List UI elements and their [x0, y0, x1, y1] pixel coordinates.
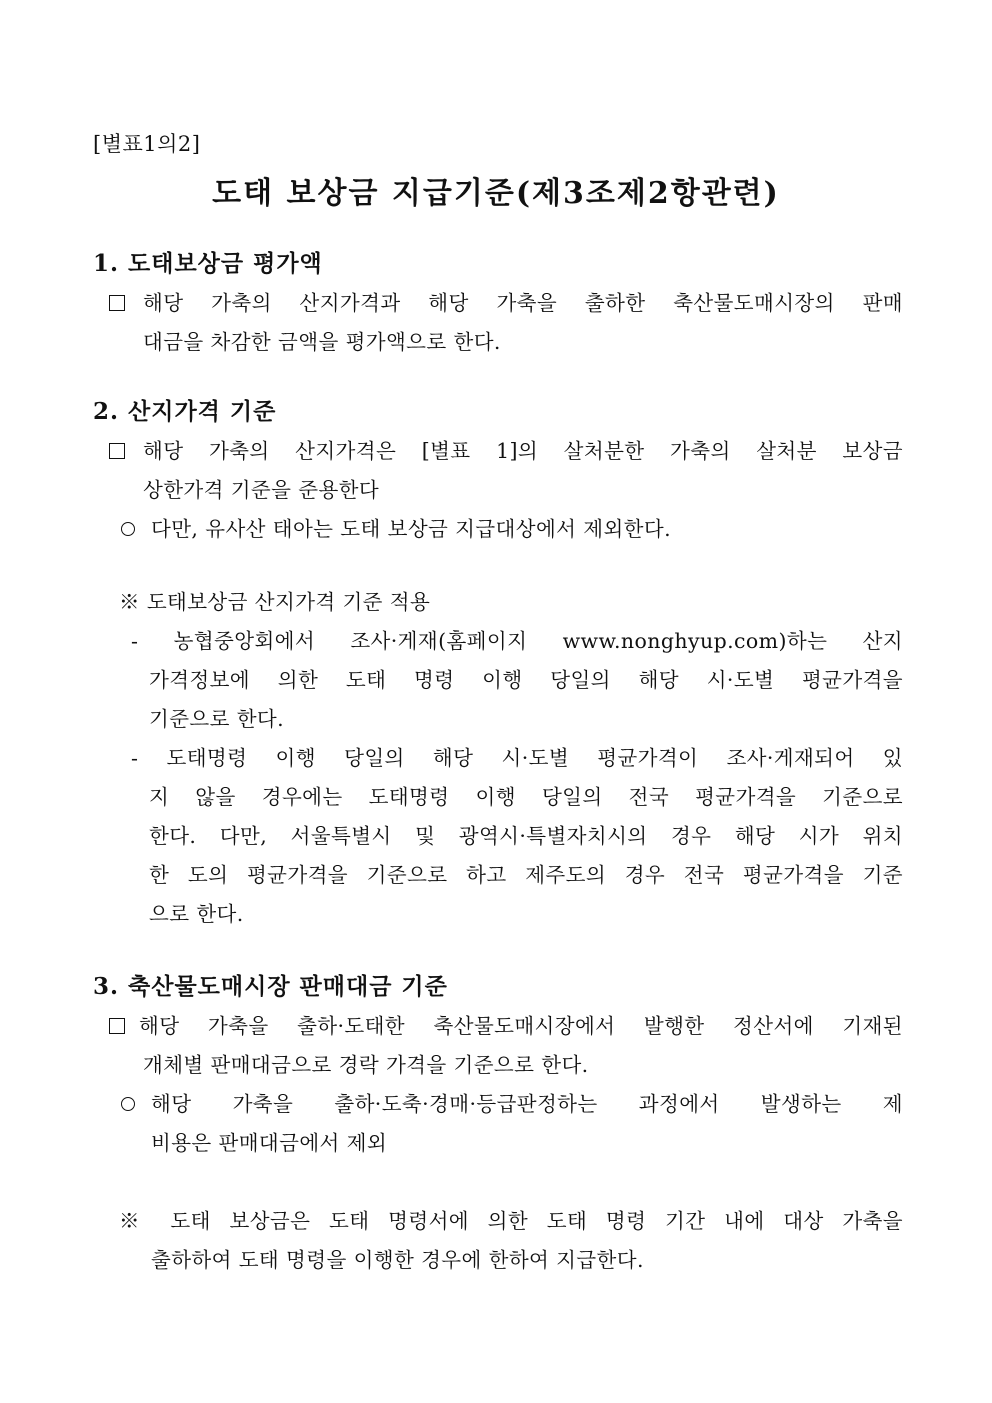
dash-2-line-4: 한 도의 평균가격을 기준으로 하고 제주도의 경우 전국 평균가격을 기준: [149, 863, 903, 887]
section-2-heading: 2. 산지가격 기준: [93, 398, 277, 425]
section-1: [93, 242, 903, 362]
section-2-dash-2-cont: [93, 778, 903, 817]
checkbox-square-icon: [109, 295, 125, 311]
section-1-item-line-1: 해당 가축의 산지가격과 해당 가축을 출하한 축산물도매시장의 판매: [143, 291, 903, 315]
dash-1-line-3: 기준으로 한다.: [149, 707, 285, 731]
section-2-note-title: [93, 583, 903, 622]
section-1-heading: 1. 도태보상금 평가액: [93, 250, 323, 277]
section-3-item-cont: [93, 1046, 903, 1085]
section-2-dash-2: [93, 739, 903, 778]
section-2-dash-2-cont4: [93, 895, 903, 934]
section-3-item: [93, 1007, 903, 1046]
circle-bullet-icon: [121, 522, 135, 536]
section-3-item-line-1: 해당 가축을 출하·도태한 축산물도매시장에서 발행한 정산서에 기재된: [139, 1014, 903, 1038]
dash-2-line-5: 으로 한다.: [149, 902, 244, 926]
section-3-note-cont: [93, 1241, 903, 1280]
document-title: 도태 보상금 지급기준(제3조제2항관련): [212, 176, 780, 211]
checkbox-square-icon: [109, 443, 125, 459]
section-3-sub-cont: [93, 1124, 903, 1163]
section-3-sub-line-1: 해당 가축을 출하·도축·경매·등급판정하는 과정에서 발생하는 제: [151, 1092, 903, 1116]
section-2: [93, 390, 903, 934]
section-2-sub: [93, 510, 903, 549]
section-2-dash-1: [93, 622, 903, 661]
section-3-note-line-2: 출하하여 도태 명령을 이행한 경우에 한하여 지급한다.: [151, 1248, 644, 1272]
section-1-item-line-2: 대금을 차감한 금액을 평가액으로 한다.: [143, 330, 501, 354]
dash-1-line-2: 가격정보에 의한 도태 명령 이행 당일의 해당 시·도별 평균가격을: [149, 668, 903, 692]
section-2-item-line-1: 해당 가축의 산지가격은 [별표 1]의 살처분한 가축의 살처분 보상금: [143, 439, 903, 463]
section-3-item-line-2: 개체별 판매대금으로 경락 가격을 기준으로 한다.: [143, 1053, 589, 1077]
circle-bullet-icon: [121, 1097, 135, 1111]
annex-label: [별표1의2]: [93, 132, 201, 156]
section-3-note-line-1: ※ 도태 보상금은 도태 명령서에 의한 도태 명령 기간 내에 대상 가축을: [119, 1209, 903, 1233]
dash-2-line-1: - 도태명령 이행 당일의 해당 시·도별 평균가격이 조사·게재되어 있: [131, 746, 903, 770]
section-2-item-line-2: 상한가격 기준을 준용한다: [143, 478, 380, 502]
section-3-sub: [93, 1085, 903, 1124]
section-3-heading: 3. 축산물도매시장 판매대금 기준: [93, 973, 448, 1000]
dash-1-line-1: - 농협중앙회에서 조사·게재(홈페이지 www.nonghyup.com)하는 산지: [131, 629, 903, 653]
dash-2-line-3: 한다. 다만, 서울특별시 및 광역시·특별자치시의 경우 해당 시가 위치: [149, 824, 903, 848]
dash-2-line-2: 지 않을 경우에는 도태명령 이행 당일의 전국 평균가격을 기준으로: [149, 785, 903, 809]
note-title: ※ 도태보상금 산지가격 기준 적용: [119, 590, 431, 614]
section-2-dash-1-cont: [93, 661, 903, 700]
section-2-item-cont: [93, 471, 903, 510]
section-2-dash-2-cont2: [93, 817, 903, 856]
section-2-item: [93, 432, 903, 471]
section-1-item: [93, 284, 903, 323]
section-3: [93, 965, 903, 1280]
section-1-item-cont: [93, 323, 903, 362]
section-3-sub-line-2: 비용은 판매대금에서 제외: [151, 1131, 388, 1155]
section-3-note: [93, 1202, 903, 1241]
section-2-sub-text: 다만, 유사산 태아는 도태 보상금 지급대상에서 제외한다.: [151, 517, 671, 541]
section-2-dash-2-cont3: [93, 856, 903, 895]
checkbox-square-icon: [109, 1018, 125, 1034]
section-2-dash-1-cont2: [93, 700, 903, 739]
